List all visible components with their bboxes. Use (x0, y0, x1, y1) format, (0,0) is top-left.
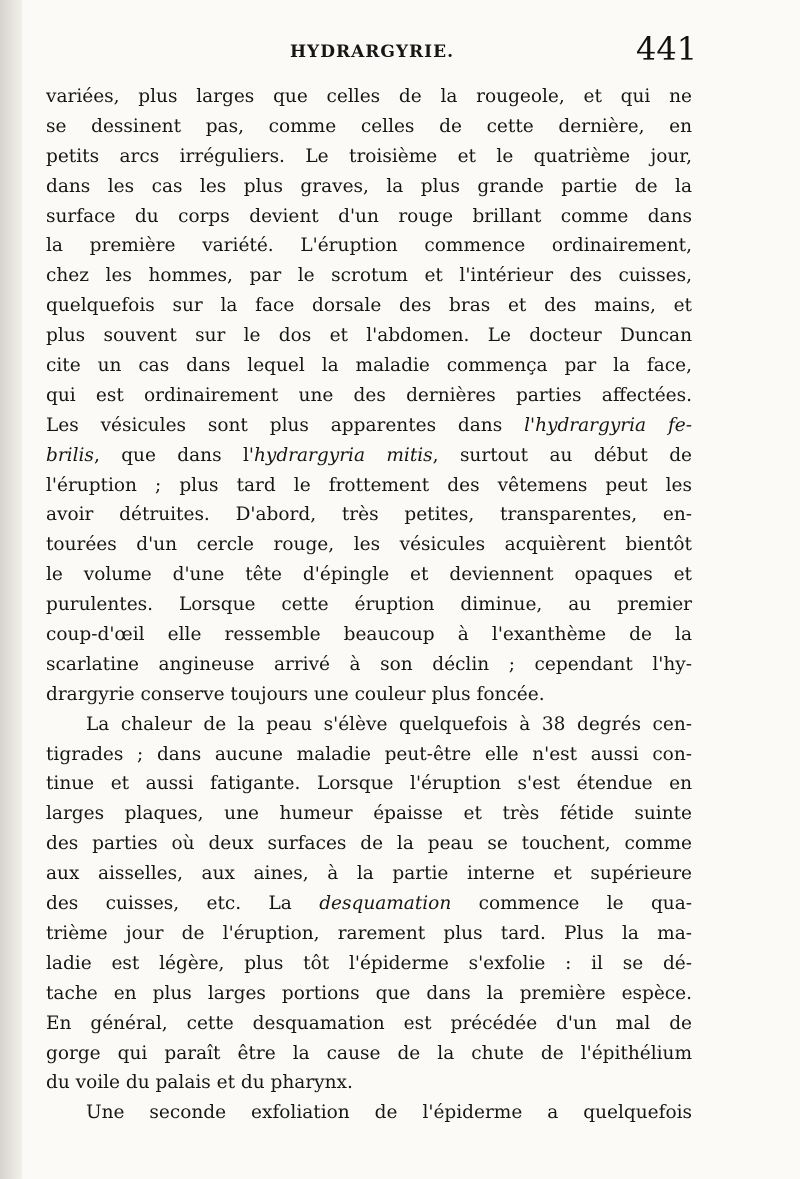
italic-term: desquamation (319, 893, 452, 915)
page-gutter-shadow (0, 0, 22, 1179)
text-line: variées, plus larges que celles de la rougeole, et qui ne (46, 86, 692, 107)
text-line: la première variété. L'éruption commence ordinairement, (46, 235, 692, 257)
text-line: se dessinent pas, comme celles de cette dernière, en (46, 115, 692, 137)
text-line: des cuisses, etc. La desquamation commence le qua- (46, 893, 692, 915)
text-line: purulentes. Lorsque cette éruption diminue, au premier (46, 594, 692, 616)
page-number: 441 (636, 30, 698, 68)
text-line: dans les cas les plus graves, la plus grande partie de la (46, 175, 692, 197)
running-header: HYDRARGYRIE. (290, 42, 454, 62)
text-line: tinue et aussi fatigante. Lorsque l'éruption s'est étendue en (46, 773, 692, 795)
text-line: brilis, que dans l'hydrargyria mitis, surtout au début de (46, 444, 692, 466)
italic-term: brilis (46, 444, 94, 466)
text-line: le volume d'une tête d'épingle et deviennent opaques et (46, 564, 692, 586)
text-line: En général, cette desquamation est précédée d'un mal de (46, 1012, 692, 1034)
text-line: ladie est légère, plus tôt l'épiderme s'exfolie : il se dé- (46, 952, 692, 974)
text-line: plus souvent sur le dos et l'abdomen. Le docteur Duncan (46, 325, 692, 347)
text-line: qui est ordinairement une des dernières parties affectées. (46, 384, 692, 406)
text-line: chez les hommes, par le scrotum et l'intérieur des cuisses, (46, 265, 692, 287)
italic-term: hydrargyria mitis (253, 444, 433, 466)
text-line: larges plaques, une humeur épaisse et très fétide suinte (46, 803, 692, 825)
italic-term: l'hydrargyria fe- (524, 414, 692, 436)
text-line: coup-d'œil elle ressemble beaucoup à l'exanthème de la (46, 624, 692, 646)
text-line: cite un cas dans lequel la maladie commença par la face, (46, 355, 692, 377)
text-line: trième jour de l'éruption, rarement plus tard. Plus la ma- (46, 922, 692, 944)
text-line: gorge qui paraît être la cause de la chute de l'épithélium (46, 1042, 692, 1064)
text-line: Une seconde exfoliation de l'épiderme a quelquefois (86, 1102, 692, 1124)
text-line: du voile du palais et du pharynx. (46, 1072, 353, 1094)
text-line: La chaleur de la peau s'élève quelquefois à 38 degrés cen- (86, 713, 692, 735)
text-line: surface du corps devient d'un rouge brillant comme dans (46, 205, 692, 227)
text-line: aux aisselles, aux aines, à la partie interne et supérieure (46, 863, 692, 885)
text-line: petits arcs irréguliers. Le troisième et le quatrième jour, (46, 145, 692, 167)
text-line: drargyrie conserve toujours une couleur plus foncée. (46, 683, 545, 705)
text-line: quelquefois sur la face dorsale des bras et des mains, et (46, 295, 692, 317)
text-line: tache en plus larges portions que dans la première espèce. (46, 982, 692, 1004)
text-line: l'éruption ; plus tard le frottement des vêtemens peut les (46, 474, 692, 496)
text-line: avoir détruites. D'abord, très petites, transparentes, en- (46, 504, 692, 526)
text-line: scarlatine angineuse arrivé à son déclin ; cependant l'hy- (46, 653, 692, 675)
text-line: tourées d'un cercle rouge, les vésicules acquièrent bientôt (46, 534, 692, 556)
text-line: tigrades ; dans aucune maladie peut-être elle n'est aussi con- (46, 743, 692, 765)
text-line: des parties où deux surfaces de la peau se touchent, comme (46, 833, 692, 855)
text-line: Les vésicules sont plus apparentes dans l'hydrargyria fe- (46, 414, 692, 436)
body-text (46, 82, 692, 1128)
